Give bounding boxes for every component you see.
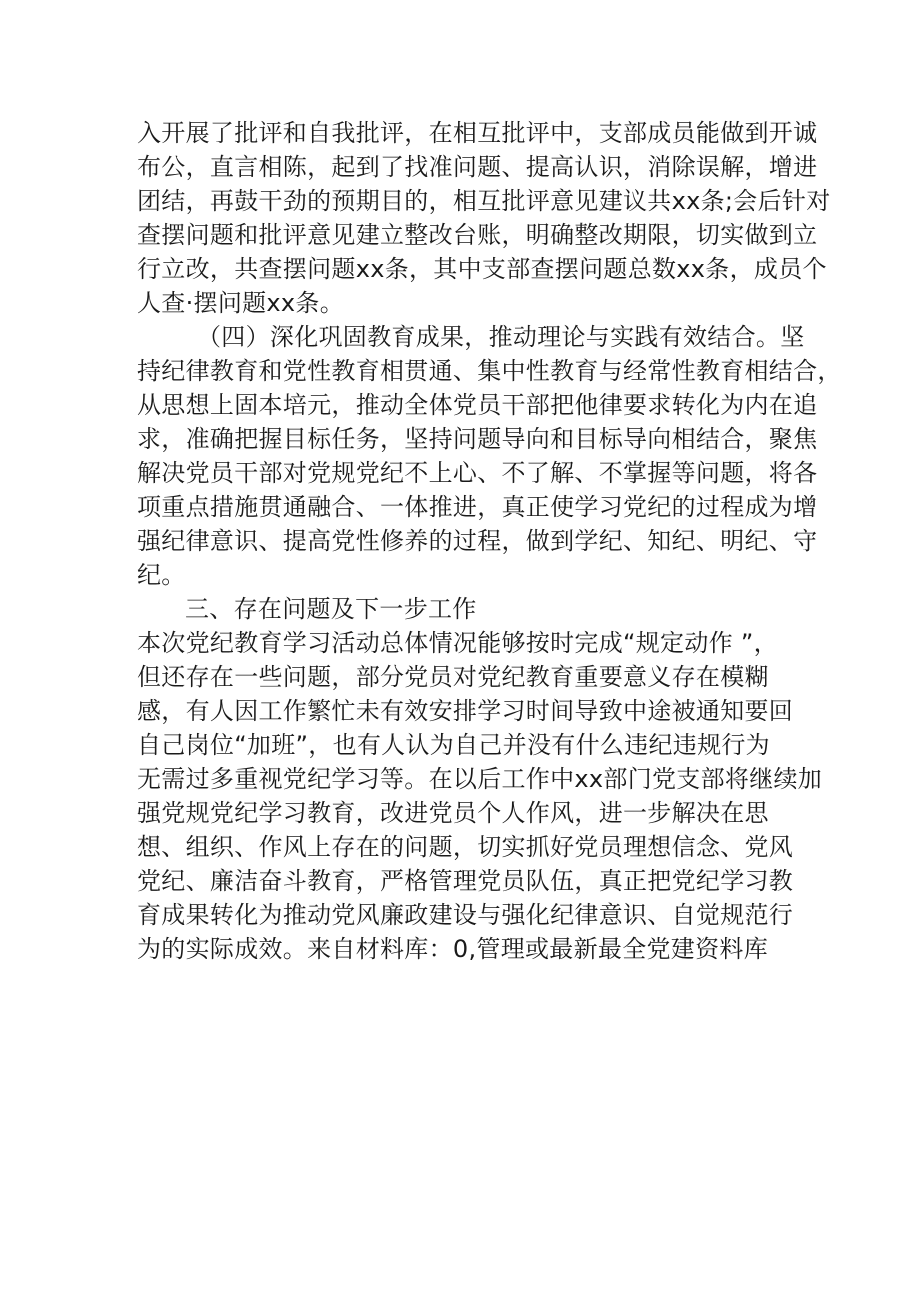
paragraph-line: 为的实际成效。来自材料库：0,管理或最新最全党建资料库: [137, 935, 768, 963]
paragraph-line: 强纪律意识、提高党性修养的过程，做到学纪、知纪、明纪、守: [137, 527, 818, 555]
paragraph-line: 求，准确把握目标任务，坚持问题导向和目标导向相结合，聚焦: [137, 425, 818, 453]
paragraph-line: 但还存在一些问题，部分党员对党纪教育重要意义存在模糊: [137, 663, 769, 691]
paragraph-line: 查摆问题和批评意见建立整改台账，明确整改期限，切实做到立: [137, 221, 818, 249]
paragraph-line: 无需过多重视党纪学习等。在以后工作中xx部门党支部将继续加: [137, 765, 823, 793]
section-heading-3: 三、存在问题及下一步工作: [185, 595, 477, 623]
paragraph-line: 解决党员干部对党规党纪不上心、不了解、不掌握等问题，将各: [137, 459, 818, 487]
paragraph-line: 从思想上固本培元，推动全体党员干部把他律要求转化为内在追: [137, 391, 818, 419]
paragraph-line: 团结，再鼓干劲的预期目的，相互批评意见建议共xx条;会后针对: [137, 187, 831, 215]
paragraph-line: 人查·摆问题xx条。: [137, 289, 345, 317]
paragraph-line: 强党规党纪学习教育，改进党员个人作风，进一步解决在思: [137, 799, 769, 827]
paragraph-line: 本次党纪教育学习活动总体情况能够按时完成“规定动作 ”，: [137, 629, 778, 657]
paragraph-line: 想、组织、作风上存在的问题，切实抓好党员理想信念、党风: [137, 833, 794, 861]
paragraph-line: 育成果转化为推动党风廉政建设与强化纪律意识、自觉规范行: [137, 901, 794, 929]
paragraph-line: 布公，直言相陈，起到了找准问题、提高认识，消除误解，增进: [137, 153, 818, 181]
paragraph-line: 感，有人因工作繁忙未有效安排学习时间导致中途被通知要回: [137, 697, 794, 725]
paragraph-line: 入开展了批评和自我批评，在相互批评中，支部成员能做到开诚: [137, 119, 818, 147]
paragraph-line: 党纪、廉洁奋斗教育，严格管理党员队伍，真正把党纪学习教: [137, 867, 794, 895]
paragraph-line: 持纪律教育和党性教育相贯通、集中性教育与经常性教育相结合，: [137, 357, 842, 385]
paragraph-line: 自己岗位“加班”，也有人认为自己并没有什么违纪违规行为: [137, 731, 770, 759]
paragraph-line: 行立改，共查摆问题xx条，其中支部查摆问题总数xx条，成员个: [137, 255, 827, 283]
paragraph-line: 纪。: [137, 561, 186, 589]
section-heading-4: （四）深化巩固教育成果，推动理论与实践有效结合。坚: [197, 323, 805, 351]
paragraph-line: 项重点措施贯通融合、一体推进，真正使学习党纪的过程成为增: [137, 493, 818, 521]
